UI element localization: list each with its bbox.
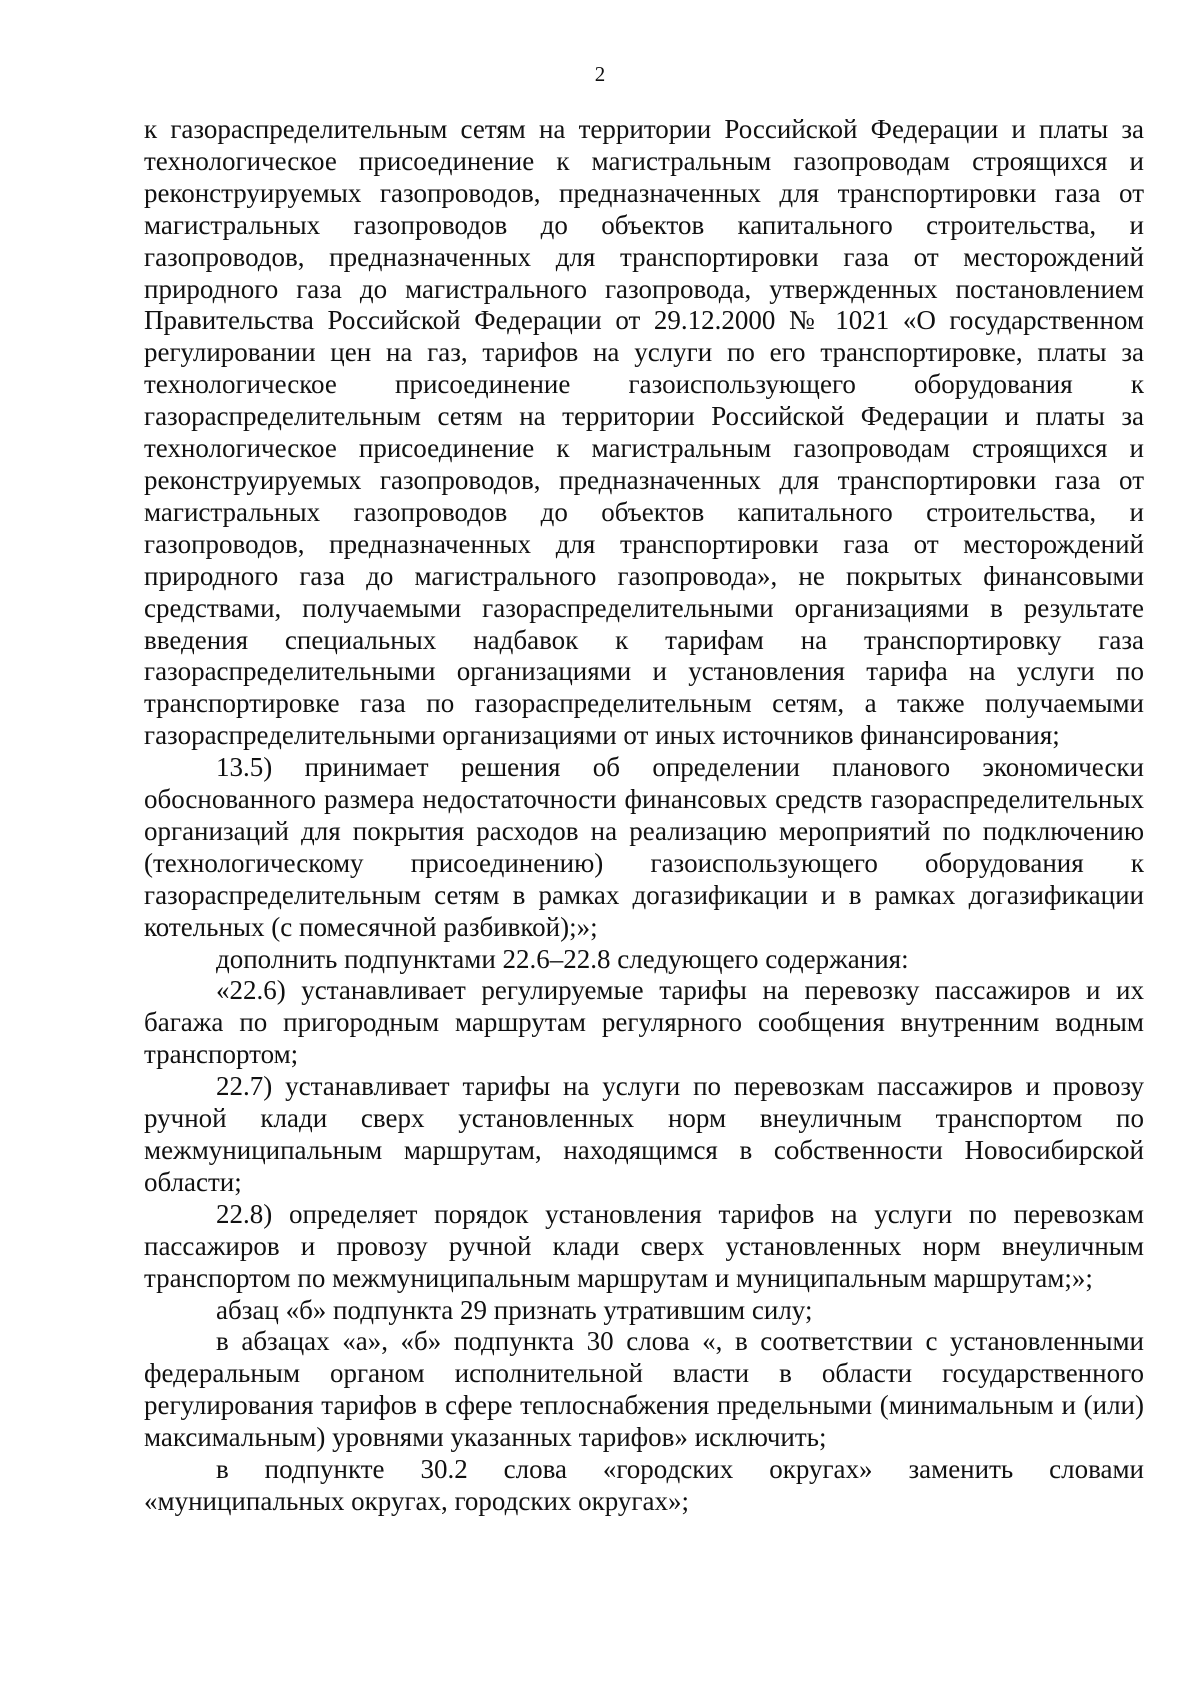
paragraph-add-subitems: дополнить подпунктами 22.6–22.8 следующего содержания:	[216, 943, 909, 974]
paragraph-subitem-30: в абзацах «а», «б» подпункта 30 слова «, в соответствии с установленными федеральным органом исполнительной власти в области государственного регулирования тарифов в сфере теплоснабжения предельными (минимальным и (или) максимальным) уровнями указанных тарифов» исключить;	[144, 1326, 1144, 1453]
paragraph-continuation: к газораспределительным сетям на территории Российской Федерации и платы за технологическое присоединение к магистральным газопроводам строящихся и реконструируемых газопроводов, предназначенных для транспортировки газа от магистральных газопроводов до объектов капитального строительства, и газопроводов, предназначенных для транспортировки газа от месторождений природного газа до магистрального газопровода, утвержденных постановлением Правительства Российской Федерации от 29.12.2000 № 1021 «О государственном регулировании цен на газ, тарифов на услуги по его транспортировке, платы за технологическое присоединение газоиспользующего оборудования к газораспределительным сетям на территории Российской Федерации и платы за технологическое присоединение к магистральным газопроводам строящихся и реконструируемых газопроводов, предназначенных для транспортировки газа от магистральных газопроводов до объектов капитального строительства, и газопроводов, предназначенных для транспортировки газа от месторождений природного газа до магистрального газопровода», не покрытых финансовыми средствами, получаемыми газораспределительными организациями в результате введения специальных надбавок к тарифам на транспортировку газа газораспределительными организациями и установления тарифа на услуги по транспортировке газа по газораспределительным сетям, а также получаемыми газораспределительными организациями от иных источников финансирования;	[144, 114, 1144, 751]
document-body	[144, 114, 1144, 1518]
paragraph-subitem-30-2: в подпункте 30.2 слова «городских округах» заменить словами «муниципальных округах, городских округах»;	[144, 1454, 1144, 1516]
page-number: 2	[594, 62, 606, 86]
paragraph-22-7: 22.7) устанавливает тарифы на услуги по перевозкам пассажиров и провозу ручной клади сверх установленных норм внеуличным транспортом по межмуниципальным маршрутам, находящимся в собственности Новосибирской области;	[144, 1071, 1144, 1197]
paragraph-subitem-29: абзац «б» подпункта 29 признать утратившим силу;	[216, 1294, 813, 1325]
paragraph-22-8: 22.8) определяет порядок установления тарифов на услуги по перевозкам пассажиров и провозу ручной клади сверх установленных норм внеуличным транспортом по межмуниципальным маршрутам и муниципальным маршрутам;»;	[144, 1198, 1144, 1293]
paragraph-22-6: «22.6) устанавливает регулируемые тарифы на перевозку пассажиров и их багажа по пригородным маршрутам регулярного сообщения внутренним водным транспортом;	[144, 975, 1144, 1070]
paragraph-13-5: 13.5) принимает решения об определении планового экономически обоснованного размера недостаточности финансовых средств газораспределительных организаций для покрытия расходов на реализацию мероприятий по подключению (технологическому присоединению) газоиспользующего оборудования к газораспределительным сетям в рамках догазификации и в рамках догазификации котельных (с помесячной разбивкой);»;	[144, 752, 1144, 942]
